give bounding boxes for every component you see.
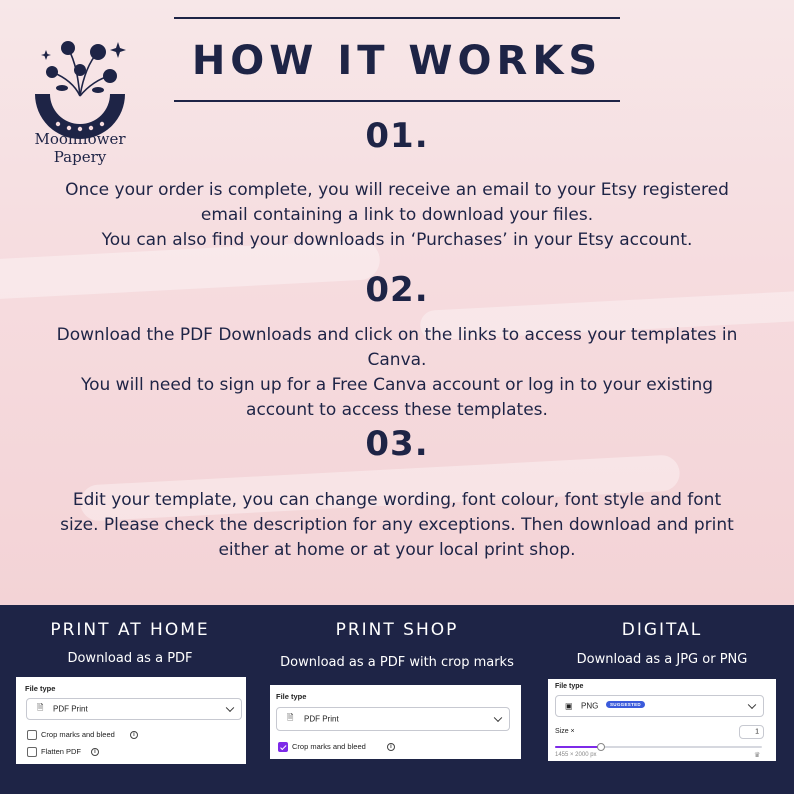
crop-marks-checkbox[interactable]: [27, 730, 37, 740]
step-1-line: email containing a link to download your files.: [200, 205, 594, 225]
step-2-line: account to access these templates.: [246, 400, 548, 420]
size-slider-fill: [555, 746, 601, 748]
info-icon[interactable]: i: [91, 748, 99, 756]
step-3-line: either at home or at your local print shop.: [218, 540, 576, 560]
crop-marks-label: Crop marks and bleed: [41, 730, 115, 739]
step-2-line: You will need to sign up for a Free Canva account or log in to your existing: [80, 375, 714, 395]
flatten-pdf-checkbox[interactable]: [27, 747, 37, 757]
digital-subtitle: Download as a JPG or PNG: [576, 652, 748, 667]
dimensions-text: 1455 × 2000 px: [555, 752, 597, 758]
step-1-text: [30, 178, 764, 253]
document-icon: 🗎: [37, 703, 44, 712]
step-1-number: 01.: [365, 116, 429, 156]
file-type-label: File type: [555, 683, 584, 690]
file-type-label: File type: [276, 692, 307, 701]
size-value: 1: [755, 728, 759, 736]
size-label: Size ×: [555, 728, 575, 735]
step-2-text: [30, 323, 764, 423]
step-3-line: Edit your template, you can change wording, font colour, font style and font: [72, 490, 722, 510]
size-input[interactable]: [739, 725, 764, 739]
step-2-line: Canva.: [367, 350, 427, 370]
file-type-value: PNG: [581, 701, 599, 711]
file-type-select[interactable]: [26, 698, 242, 720]
title-bottom-rule: [174, 100, 620, 102]
info-icon[interactable]: i: [130, 731, 138, 739]
step-2-number: 02.: [365, 270, 429, 310]
step-1-line: Once your order is complete, you will receive an email to your Etsy registered: [65, 180, 729, 200]
file-type-label: File type: [25, 684, 56, 693]
step-3-text: [30, 488, 764, 563]
print-at-home-panel: [16, 677, 246, 764]
download-options-section: [0, 605, 794, 794]
brand-name-line1: Moonflower: [34, 130, 126, 148]
document-icon: 🗎: [287, 713, 294, 722]
step-1-line: You can also find your downloads in ‘Purchases’ in your Etsy account.: [101, 230, 693, 250]
file-type-value: PDF Print: [53, 704, 88, 714]
file-type-select[interactable]: [555, 695, 764, 717]
file-type-select[interactable]: [276, 707, 510, 731]
suggested-badge: SUGGESTED: [606, 701, 645, 708]
print-shop-panel: [270, 685, 521, 759]
chevron-down-icon: [748, 701, 756, 709]
flatten-pdf-label: Flatten PDF: [41, 747, 82, 756]
size-slider-thumb[interactable]: [597, 743, 605, 751]
chevron-down-icon: [494, 714, 502, 722]
digital-panel: [548, 679, 776, 761]
chevron-down-icon: [226, 704, 234, 712]
step-2-line: Download the PDF Downloads and click on the links to access your templates in: [56, 325, 738, 345]
title-top-rule: [174, 17, 620, 19]
print-shop-subtitle: Download as a PDF with crop marks: [280, 655, 514, 670]
info-icon[interactable]: i: [387, 743, 395, 751]
crop-marks-label: Crop marks and bleed: [292, 742, 366, 751]
print-shop-title: PRINT SHOP: [335, 620, 459, 640]
size-slider-track[interactable]: [555, 746, 762, 748]
file-type-value: PDF Print: [304, 714, 339, 724]
crown-icon: ♛: [754, 752, 761, 759]
step-3-line: size. Please check the description for any exceptions. Then download and print: [60, 515, 734, 535]
image-icon: ▣: [565, 701, 573, 711]
step-3-number: 03.: [365, 424, 429, 464]
crop-marks-checkbox[interactable]: [278, 742, 288, 752]
digital-title: DIGITAL: [621, 620, 703, 640]
page-title: HOW IT WORKS: [191, 38, 603, 84]
brand-name-line2: Papery: [53, 148, 107, 166]
print-at-home-subtitle: Download as a PDF: [67, 651, 193, 666]
print-at-home-title: PRINT AT HOME: [50, 620, 210, 640]
